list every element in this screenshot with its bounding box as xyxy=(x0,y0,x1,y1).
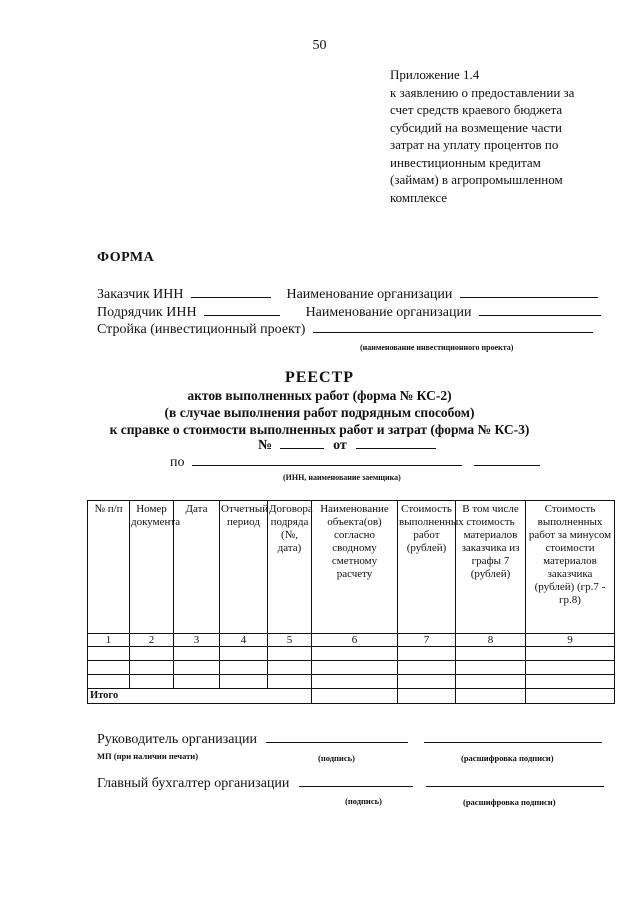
total-cell[interactable] xyxy=(312,689,398,704)
borrower-input-extra[interactable] xyxy=(474,464,540,466)
head-decode-input[interactable] xyxy=(424,741,602,743)
table-cell[interactable] xyxy=(268,647,312,661)
table-row[interactable] xyxy=(88,647,615,661)
column-header: Стоимость выполненных работ (рублей) xyxy=(398,501,456,634)
column-header: № п/п xyxy=(88,501,130,634)
table-cell[interactable] xyxy=(220,661,268,675)
borrower-input[interactable] xyxy=(192,464,462,466)
signature-caption-2: (подпись) xyxy=(345,796,382,806)
column-header: Дата xyxy=(174,501,220,634)
table-cell[interactable] xyxy=(130,647,174,661)
by-row xyxy=(170,455,540,471)
table-row[interactable] xyxy=(88,675,615,689)
table-cell[interactable] xyxy=(88,661,130,675)
column-number: 3 xyxy=(174,634,220,647)
column-header: Номер документа xyxy=(130,501,174,634)
column-header: В том числе стоимость материалов заказчика из графы 7 (рублей) xyxy=(456,501,526,634)
contractor-inn-input[interactable] xyxy=(204,314,280,316)
column-number: 7 xyxy=(398,634,456,647)
customer-org-label: Наименование организации xyxy=(286,287,453,302)
head-signature-input[interactable] xyxy=(266,741,408,743)
date-input[interactable] xyxy=(356,447,436,449)
table-cell[interactable] xyxy=(88,647,130,661)
table-cell[interactable] xyxy=(130,661,174,675)
table-cell[interactable] xyxy=(456,661,526,675)
appendix-line: затрат на уплату процентов по xyxy=(390,137,559,152)
project-label: Стройка (инвестиционный проект) xyxy=(97,322,306,337)
table-cell[interactable] xyxy=(174,647,220,661)
column-number: 4 xyxy=(220,634,268,647)
customer-inn-input[interactable] xyxy=(191,296,271,298)
table-cell[interactable] xyxy=(456,675,526,689)
table-cell[interactable] xyxy=(130,675,174,689)
appendix-line: к заявлению о предоставлении за xyxy=(390,84,575,100)
total-row xyxy=(88,689,615,704)
total-cell[interactable] xyxy=(456,689,526,704)
from-label: от xyxy=(333,438,347,453)
head-signature-row xyxy=(97,732,602,748)
column-number: 6 xyxy=(312,634,398,647)
appendix-line: инвестиционным кредитам xyxy=(390,154,541,170)
table-cell[interactable] xyxy=(220,675,268,689)
column-number: 2 xyxy=(130,634,174,647)
table-cell[interactable] xyxy=(220,647,268,661)
accountant-signature-input[interactable] xyxy=(299,785,413,787)
customer-inn-label: Заказчик ИНН xyxy=(97,287,184,302)
registry-title: РЕЕСТР xyxy=(284,369,355,386)
appendix-line: счет средств краевого бюджета xyxy=(390,102,563,117)
customer-org-input[interactable] xyxy=(460,296,598,298)
project-input[interactable] xyxy=(313,331,593,333)
table-cell[interactable] xyxy=(456,647,526,661)
appendix-line: комплексе xyxy=(390,189,448,205)
table-row[interactable] xyxy=(88,661,615,675)
number-input[interactable] xyxy=(280,447,324,449)
project-row xyxy=(97,322,593,338)
column-number: 5 xyxy=(268,634,312,647)
table-cell[interactable] xyxy=(312,675,398,689)
table-cell[interactable] xyxy=(526,661,615,675)
number-label: № xyxy=(258,438,273,453)
accountant-decode-input[interactable] xyxy=(426,785,604,787)
table-cell[interactable] xyxy=(398,647,456,661)
signature-caption: (подпись) xyxy=(318,753,355,763)
total-label: Итого xyxy=(88,689,312,704)
table-cell[interactable] xyxy=(398,675,456,689)
form-label: ФОРМА xyxy=(97,250,155,265)
column-number: 8 xyxy=(456,634,526,647)
table-cell[interactable] xyxy=(268,661,312,675)
column-number-row xyxy=(88,634,615,647)
customer-row xyxy=(97,287,598,303)
project-caption: (наименование инвестиционного проекта) xyxy=(360,343,514,352)
column-number: 1 xyxy=(88,634,130,647)
column-number: 9 xyxy=(526,634,615,647)
total-cell[interactable] xyxy=(398,689,456,704)
decode-caption-2: (расшифровка подписи) xyxy=(463,797,556,807)
column-header: Отчетный период xyxy=(220,501,268,634)
appendix-note xyxy=(390,66,620,206)
contractor-org-input[interactable] xyxy=(479,314,601,316)
contractor-inn-label: Подрядчик ИНН xyxy=(97,305,197,320)
borrower-caption: (ИНН, наименование заемщика) xyxy=(283,473,401,482)
appendix-line: субсидий на возмещение части xyxy=(390,119,562,135)
registry-line-2: (в случае выполнения работ подрядным способом) xyxy=(164,405,475,420)
column-header: Наименование объекта(ов) согласно сводному сметному расчету xyxy=(312,501,398,634)
registry-table xyxy=(87,500,615,704)
table-cell[interactable] xyxy=(174,675,220,689)
page-number: 50 xyxy=(312,38,327,53)
head-label: Руководитель организации xyxy=(97,732,257,747)
accountant-signature-row xyxy=(97,776,604,792)
registry-line-3: к справке о стоимости выполненных работ и затрат (форма № КС-3) xyxy=(109,422,530,437)
table-header-row xyxy=(88,501,615,634)
table-cell[interactable] xyxy=(526,647,615,661)
total-cell[interactable] xyxy=(526,689,615,704)
table-cell[interactable] xyxy=(312,661,398,675)
column-header: Договора подряда (№, дата) xyxy=(268,501,312,634)
decode-caption: (расшифровка подписи) xyxy=(461,753,554,763)
table-cell[interactable] xyxy=(398,661,456,675)
by-label: по xyxy=(170,455,185,470)
table-cell[interactable] xyxy=(312,647,398,661)
table-cell[interactable] xyxy=(526,675,615,689)
column-header: Стоимость выполненных работ за минусом стоимости материалов заказчика (рублей) (гр.7 - гр.8) xyxy=(526,501,615,634)
appendix-line: (займам) в агропромышленном xyxy=(390,172,563,187)
stamp-note: МП (при наличии печати) xyxy=(97,751,199,761)
registry-line-1: актов выполненных работ (форма № КС-2) xyxy=(187,388,452,403)
accountant-label: Главный бухгалтер организации xyxy=(97,776,290,791)
contractor-org-label: Наименование организации xyxy=(305,305,472,320)
appendix-line: Приложение 1.4 xyxy=(390,67,480,82)
number-date-row xyxy=(258,438,436,454)
table-cell[interactable] xyxy=(174,661,220,675)
table-cell[interactable] xyxy=(88,675,130,689)
table-cell[interactable] xyxy=(268,675,312,689)
contractor-row xyxy=(97,305,601,321)
